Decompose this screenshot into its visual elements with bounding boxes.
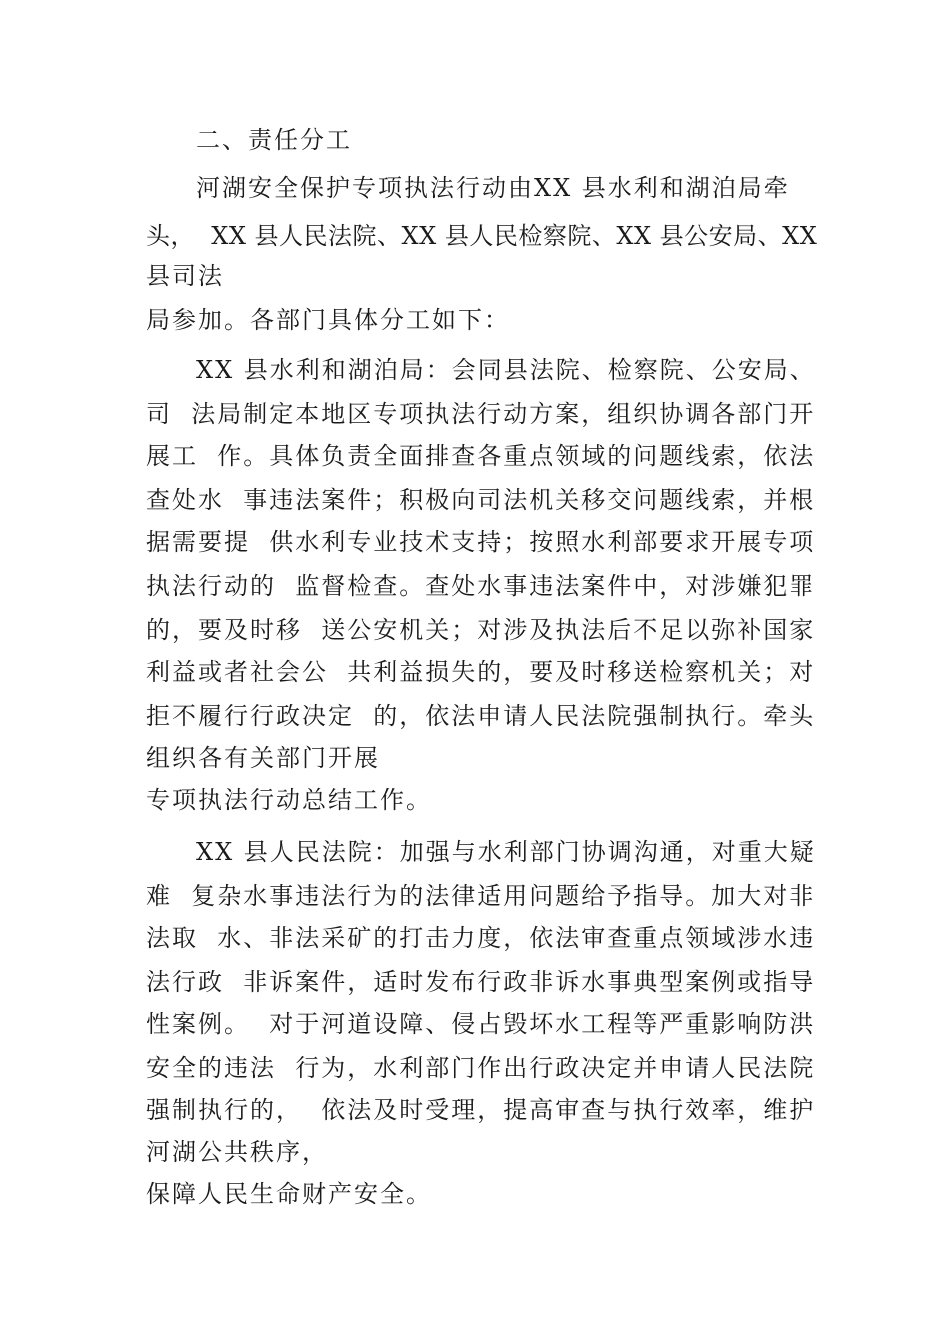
water-bureau-line: 查处水 事违法案件；积极向司法机关移交问题线索，并根 <box>146 486 816 514</box>
intro-line: 河湖安全保护专项执法行动由XX 县水利和湖泊局牵 <box>196 174 790 202</box>
water-bureau-line: 组织各有关部门开展 <box>146 744 380 772</box>
intro-line: 头， XX 县人民法院、XX 县人民检察院、XX 县公安局、XX <box>146 222 818 250</box>
court-line: 保障人民生命财产安全。 <box>146 1180 432 1208</box>
court-line: 性案例。 对于河道设障、侵占毁坏水工程等严重影响防洪 <box>146 1010 816 1038</box>
water-bureau-line: 执法行动的 监督检查。查处水事违法案件中，对涉嫌犯罪 <box>146 572 816 600</box>
water-bureau-line: 专项执法行动总结工作。 <box>146 786 432 814</box>
water-bureau-line: 利益或者社会公 共利益损失的，要及时移送检察机关；对 <box>146 658 816 686</box>
water-bureau-line: 的，要及时移 送公安机关；对涉及执法后不足以弥补国家 <box>146 616 816 644</box>
intro-line: 局参加。各部门具体分工如下： <box>146 306 510 334</box>
court-line: 法行政 非诉案件，适时发布行政非诉水事典型案例或指导 <box>146 968 816 996</box>
court-line: 难 复杂水事违法行为的法律适用问题给予指导。加大对非 <box>146 882 816 910</box>
court-line: 法取 水、非法采矿的打击力度，依法审查重点领域涉水违 <box>146 924 816 952</box>
court-line: 强制执行的， 依法及时受理，提高审查与执行效率，维护 <box>146 1096 816 1124</box>
court-line: XX 县人民法院：加强与水利部门协调沟通，对重大疑 <box>196 838 816 866</box>
water-bureau-line: 司 法局制定本地区专项执法行动方案，组织协调各部门开 <box>146 400 816 428</box>
water-bureau-line: 据需要提 供水利专业技术支持；按照水利部要求开展专项 <box>146 528 816 556</box>
water-bureau-line: XX 县水利和湖泊局：会同县法院、检察院、公安局、 <box>196 356 816 384</box>
water-bureau-line: 展工 作。具体负责全面排查各重点领域的问题线索，依法 <box>146 442 816 470</box>
section-heading: 二、责任分工 <box>196 126 352 154</box>
court-line: 河湖公共秩序， <box>146 1138 328 1166</box>
water-bureau-line: 拒不履行行政决定 的，依法申请人民法院强制执行。牵头 <box>146 702 816 730</box>
court-line: 安全的违法 行为，水利部门作出行政决定并申请人民法院 <box>146 1054 816 1082</box>
intro-line: 县司法 <box>146 262 224 290</box>
